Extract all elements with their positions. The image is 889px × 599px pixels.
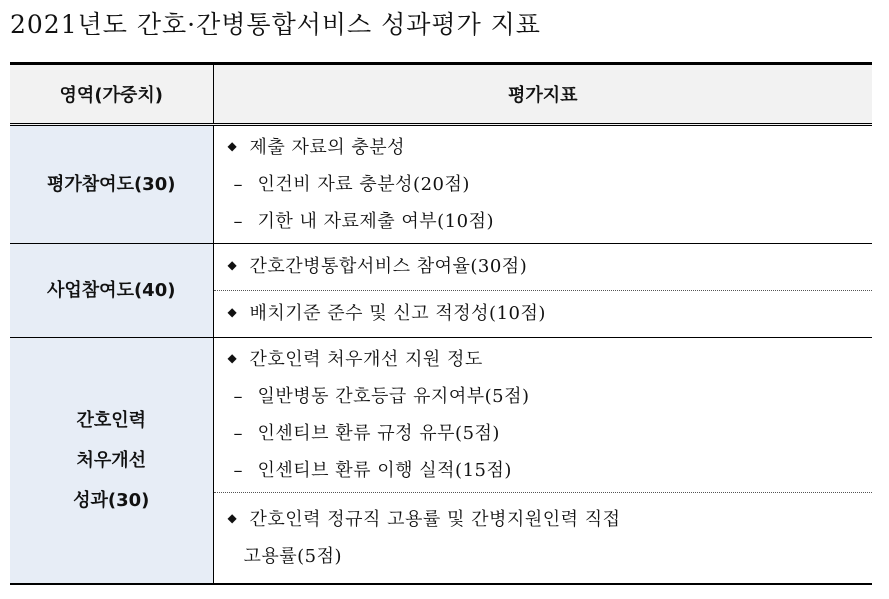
diamond-bullet-icon: ◆ bbox=[227, 305, 238, 319]
dash-mark: – bbox=[233, 460, 243, 481]
sub-indicator-text: 인센티브 환류 이행 실적(15점) bbox=[257, 460, 512, 481]
sub-indicator-text: 인센티브 환류 규정 유무(5점) bbox=[257, 423, 500, 444]
table-row bbox=[10, 338, 872, 493]
header-area-weight: 영역(가중치) bbox=[10, 64, 213, 125]
dash-mark: – bbox=[233, 211, 243, 232]
indicator-cell bbox=[213, 244, 872, 291]
evaluation-table bbox=[10, 62, 872, 585]
sub-indicator bbox=[214, 415, 873, 452]
indicator-item-text: 제출 자료의 충분성 bbox=[249, 137, 406, 158]
area-label: 성과(30) bbox=[73, 489, 150, 511]
dash-mark: – bbox=[233, 386, 243, 407]
indicator-item-text: 간호인력 정규직 고용률 및 간병지원인력 직접 bbox=[249, 509, 621, 530]
indicator-item-text: 간호간병통합서비스 참여율(30점) bbox=[249, 256, 528, 277]
table-row bbox=[10, 244, 872, 291]
indicator-cell bbox=[213, 338, 872, 493]
area-label: 처우개선 bbox=[76, 449, 147, 471]
sub-indicator-text: 기한 내 자료제출 여부(10점) bbox=[257, 211, 494, 232]
indicator-item-text: 간호인력 처우개선 지원 정도 bbox=[249, 349, 483, 370]
sub-indicator bbox=[214, 378, 873, 415]
table-header-row bbox=[10, 64, 872, 125]
table-row bbox=[10, 125, 872, 244]
sub-indicator-text: 일반병동 간호등급 유지여부(5점) bbox=[257, 386, 530, 407]
page-title: 2021년도 간호·간병통합서비스 성과평가 지표 bbox=[10, 10, 541, 39]
area-label: 간호인력 bbox=[76, 409, 147, 431]
indicator-cell bbox=[213, 493, 872, 585]
indicator-item bbox=[214, 291, 873, 337]
header-indicator: 평가지표 bbox=[213, 64, 872, 125]
indicator-item bbox=[214, 341, 873, 378]
indicator-item bbox=[214, 129, 873, 166]
indicator-item-continuation: 고용률(5점) bbox=[243, 546, 343, 567]
indicator-item-text: 배치기준 준수 및 신고 적정성(10점) bbox=[249, 303, 546, 324]
indicator-cell bbox=[213, 125, 872, 244]
sub-indicator bbox=[214, 203, 873, 240]
sub-indicator bbox=[214, 166, 873, 203]
area-label: 평가참여도(30) bbox=[47, 173, 176, 195]
dash-mark: – bbox=[233, 174, 243, 195]
diamond-bullet-icon: ◆ bbox=[227, 350, 238, 365]
sub-indicator-text: 인건비 자료 충분성(20점) bbox=[257, 174, 470, 195]
diamond-bullet-icon: ◆ bbox=[227, 138, 238, 153]
area-cell bbox=[10, 244, 213, 338]
area-cell bbox=[10, 338, 213, 585]
dash-mark: – bbox=[233, 423, 243, 444]
indicator-item bbox=[214, 244, 873, 290]
area-cell bbox=[10, 125, 213, 244]
indicator-cell bbox=[213, 291, 872, 338]
indicator-item bbox=[214, 501, 873, 538]
sub-indicator bbox=[214, 452, 873, 489]
diamond-bullet-icon: ◆ bbox=[227, 258, 238, 272]
area-label: 사업참여도(40) bbox=[47, 279, 176, 301]
diamond-bullet-icon: ◆ bbox=[227, 510, 238, 525]
